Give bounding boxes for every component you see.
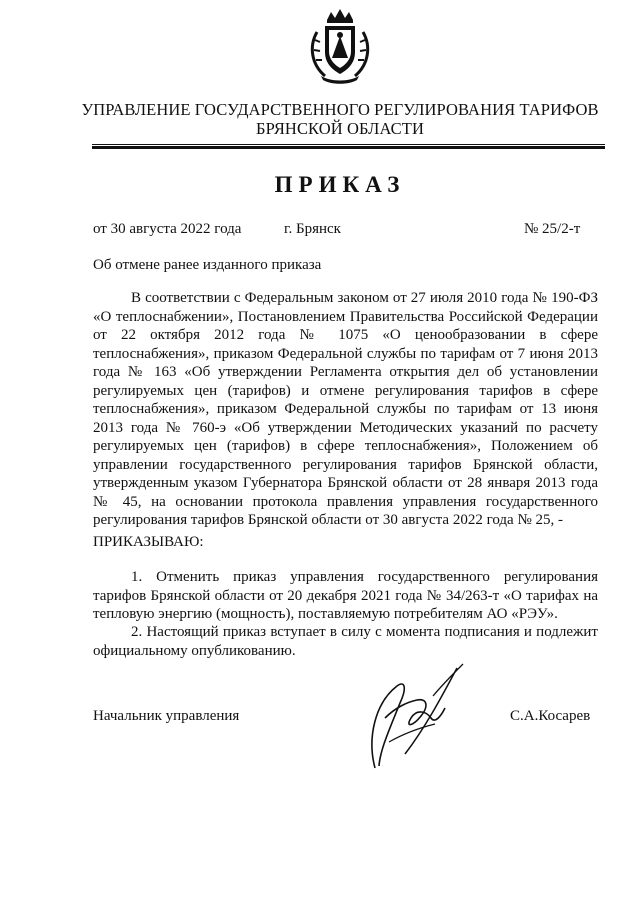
document-number: № 25/2-т [524,221,581,237]
document-date: от 30 августа 2022 года [93,221,242,237]
header-divider-thin [92,144,605,145]
organization-name-line-2: БРЯНСКОЙ ОБЛАСТИ [256,119,424,138]
preamble-paragraph: В соответствии с Федеральным законом от 27 июля 2010 года № 190-ФЗ «О теплоснабжении», Постановлением Правительства Российской Федерации от 22 октября 2012 года № 1075 «О ценообразовании в сфере теплоснабжения», приказом Федеральной службы по тарифам от 7 июня 2013 года № 163 «Об утверждении Регламента открытия дел об установлении регулируемых цен (тарифов) и отмене регулирования тарифов в сфере теплоснабжения», приказом Федеральной службы по тарифам от 13 июня 2013 года № 760-э «Об утверждении Методических указаний по расчету регулируемых цен (тарифов) в сфере теплоснабжения», Положением об управлении государственного регулирования тарифов Брянской области, утвержденным указом Губернатора Брянской области от 28 января 2013 года № 45, на основании протокола правления управления государственного регулирования тарифов Брянской области от 30 августа 2022 года № 25, - [93,290,598,528]
signer-name: С.А.Косарев [510,708,591,724]
order-heading: ПРИКАЗЫВАЮ: [93,534,204,550]
order-item-1: 1. Отменить приказ управления государственного регулирования тарифов Брянской области от 20 декабря 2021 года № 34/263-т «О тарифах на тепловую энергию (мощность), поставляемую потребителям АО «РЭУ». [93,569,598,622]
handwritten-signature-icon [345,658,475,778]
organization-name-line-1: УПРАВЛЕНИЕ ГОСУДАРСТВЕННОГО РЕГУЛИРОВАНИЯ ТАРИФОВ [81,100,599,119]
document-city: г. Брянск [284,221,341,237]
order-item-2: 2. Настоящий приказ вступает в силу с момента подписания и подлежит официальному опубликованию. [93,624,598,659]
coat-of-arms-icon [305,6,375,86]
signer-position: Начальник управления [93,708,240,724]
document-subject: Об отмене ранее изданного приказа [93,257,322,273]
document-title: ПРИКАЗ [274,172,406,197]
header-divider-thick [92,146,605,149]
